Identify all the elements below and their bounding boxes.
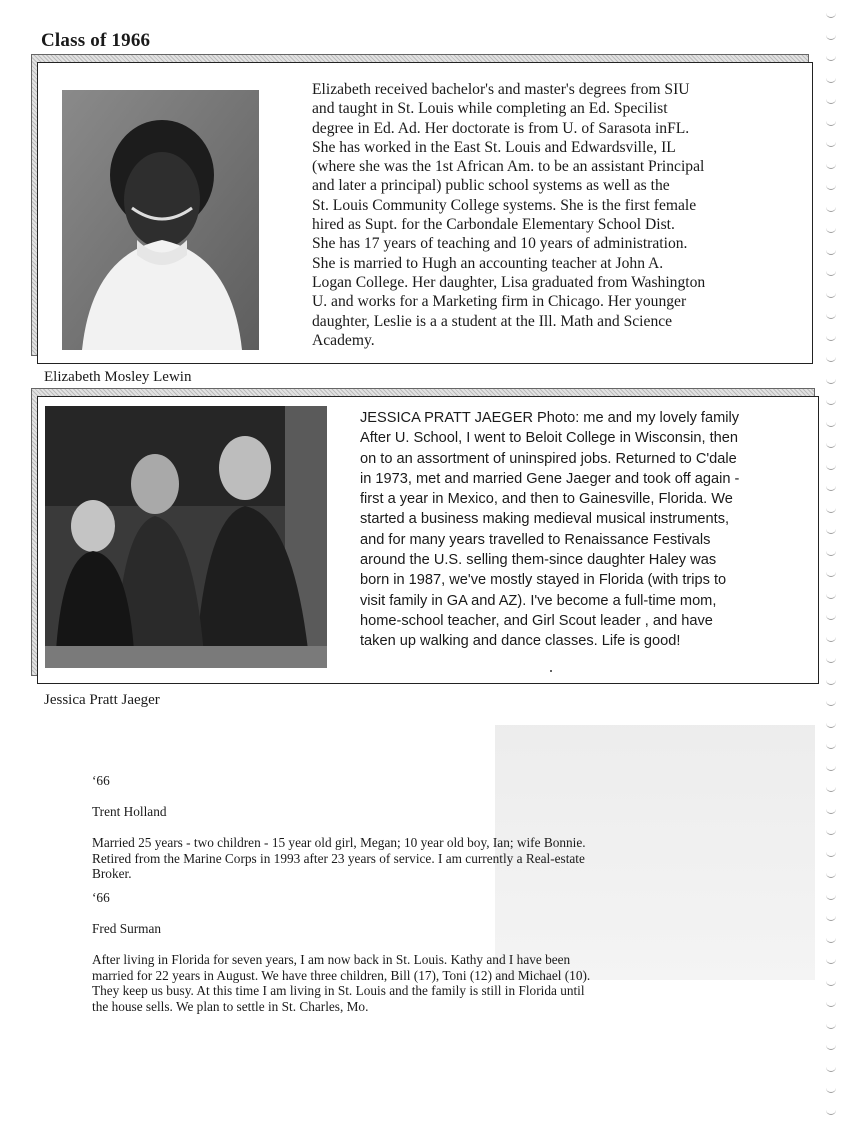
binding-ring [826,161,836,169]
profile-name-jessica: Jessica Pratt Jaeger [44,692,160,708]
entry-year: ‘66 [92,889,110,905]
binding-ring [826,763,836,771]
binding-ring [826,53,836,61]
binding-ring [826,634,836,642]
binding-ring [826,462,836,470]
binding-ring [826,720,836,728]
binding-ring [826,935,836,943]
family-photo-jaeger [45,406,327,668]
binding-ring [826,311,836,319]
binding-ring [826,204,836,212]
profile-bio-jessica: JESSICA PRATT JAEGER Photo: me and my lovely family After U. School, I went to Beloit College in Wisconsin, then on to an assortment of uninspired jobs. Returned to C'dale in 1973, met and married Gene Jaeger and took off again - first a year in Mexico, and then to Gainesville, Florida. We started a business making medieval musical instruments, and for many years travelled to Renaissance Festivals around the U.S. selling them-since daughter Haley was born in 1987, we've mostly stayed in Florida (with trips to visit family in GA and AZ). I've become a full-time mom, home-school teacher, and Girl Scout leader , and have taken up walking and dance classes. Life is good! [360,410,740,650]
binding-ring [826,419,836,427]
binding-ring [826,397,836,405]
entry-year: ‘66 [92,772,110,788]
binding-ring [826,870,836,878]
binding-ring [826,827,836,835]
entry-text: After living in Florida for seven years, I am now back in St. Louis. Kathy and I have been married for 22 years in August. We have three children, Bill (17), Toni (12) and Michael (10). They keep us busy. At this time I am living in St. Louis and the family is still in Florida until the house sells. We plan to settle in St. Charles, Mo. [92,951,591,1014]
binding-ring [826,32,836,40]
binding-ring [826,505,836,513]
binding-ring [826,569,836,577]
binding-ring [826,1042,836,1050]
binding-ring [826,655,836,663]
binding-ring [826,118,836,126]
binding-ring [826,354,836,362]
entry-name: Fred Surman [92,920,162,936]
binding-ring [826,849,836,857]
spiral-binding [826,10,840,1128]
binding-ring [826,483,836,491]
binding-ring [826,612,836,620]
entry-name: Trent Holland [92,803,167,819]
portrait-photo-elizabeth [62,90,259,350]
binding-ring [826,999,836,1007]
binding-ring [826,741,836,749]
binding-ring [826,1021,836,1029]
profile-name-elizabeth: Elizabeth Mosley Lewin [44,369,192,385]
entry-text: Married 25 years - two children - 15 year old girl, Megan; 10 year old boy, Ian; wife Bonnie. Retired from the Marine Corps in 1993 after 23 years of service. I am currently a Real-estate Broker. [92,834,586,882]
binding-ring [826,956,836,964]
binding-ring [826,440,836,448]
binding-ring [826,548,836,556]
binding-ring [826,96,836,104]
binding-ring [826,182,836,190]
binding-ring [826,247,836,255]
stray-mark [550,670,552,672]
binding-ring [826,139,836,147]
binding-ring [826,526,836,534]
binding-ring [826,698,836,706]
binding-ring [826,978,836,986]
binding-ring [826,892,836,900]
binding-ring [826,376,836,384]
binding-ring [826,333,836,341]
classmate-entry [92,874,732,1030]
binding-ring [826,290,836,298]
binding-ring [826,913,836,921]
profile-bio-elizabeth: Elizabeth received bachelor's and master's degrees from SIU and taught in St. Louis while completing an Ed. Specilist degree in Ed. Ad. Her doctorate is from U. of Sarasota inFL. She has worked in the East St. Louis and Edwardsville, IL (where she was the 1st African Am. to be an assistant Principal and later a principal) public school systems as well as the St. Louis Community College systems. She is the first female hired as Supt. for the Carbondale Elementary School Dist. She has 17 years of teaching and 10 years of administration. She is married to Hugh an accounting teacher at John A. Logan College. Her daughter, Lisa graduated from Washington U. and works for a Marketing firm in Chicago. Her younger daughter, Leslie is a a student at the Ill. Math and Science Academy. [312,81,706,349]
binding-ring [826,1064,836,1072]
page-title: Class of 1966 [41,30,151,51]
binding-ring [826,10,836,18]
binding-ring [826,75,836,83]
binding-ring [826,806,836,814]
binding-ring [826,1107,836,1115]
binding-ring [826,268,836,276]
binding-ring [826,784,836,792]
binding-ring [826,1085,836,1093]
binding-ring [826,225,836,233]
binding-ring [826,677,836,685]
binding-ring [826,591,836,599]
